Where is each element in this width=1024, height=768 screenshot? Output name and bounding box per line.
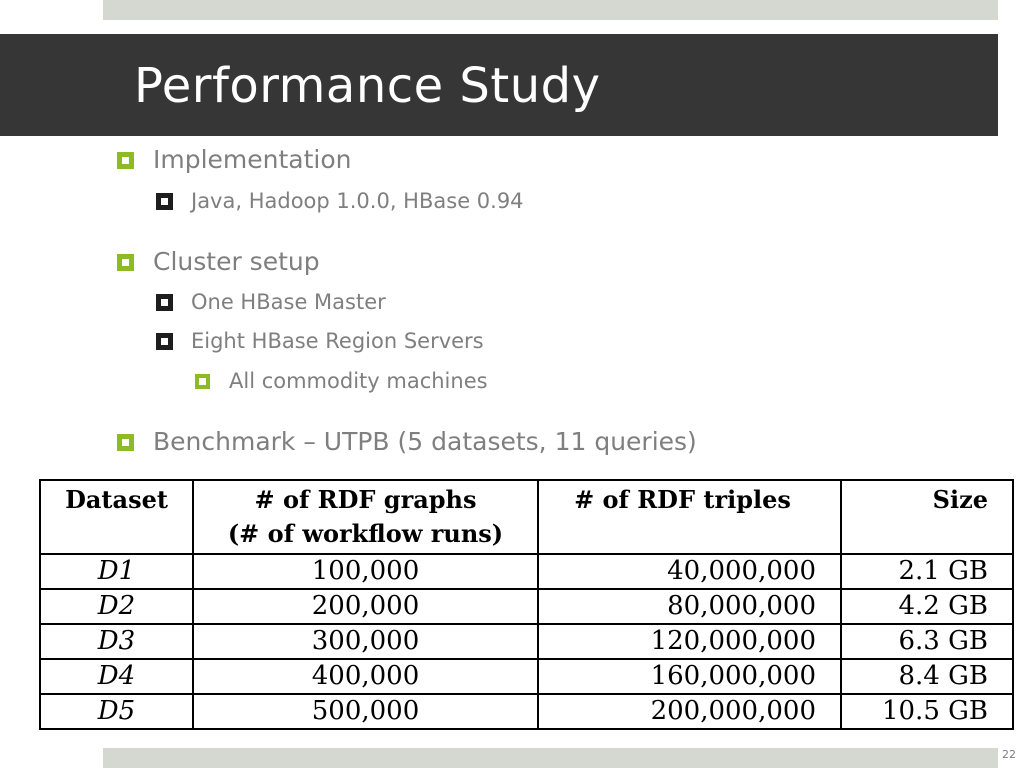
cell-graphs: 500,000 [193,694,538,729]
header-rdf-graphs-line2: (# of workflow runs) [227,519,504,548]
cell-triples: 40,000,000 [538,554,841,589]
bullet-text: One HBase Master [191,290,386,314]
bullet-benchmark [117,427,697,457]
header-rdf-graphs [193,480,538,554]
square-bullet-icon [156,333,173,350]
cell-size: 10.5 GB [841,694,1013,729]
table-row [40,589,1013,624]
bullet-cluster-setup [117,247,320,277]
header-rdf-graphs-line1: # of RDF graphs [254,485,477,514]
cell-triples: 80,000,000 [538,589,841,624]
cell-size: 2.1 GB [841,554,1013,589]
bullet-text: Benchmark – UTPB (5 datasets, 11 queries) [153,427,697,456]
table-row [40,554,1013,589]
cell-graphs: 200,000 [193,589,538,624]
square-bullet-icon [117,152,134,169]
cell-dataset: D3 [40,624,193,659]
slide-title: Performance Study [134,58,601,114]
bullet-text: Eight HBase Region Servers [191,329,484,353]
cell-triples: 160,000,000 [538,659,841,694]
cell-size: 8.4 GB [841,659,1013,694]
square-bullet-icon [156,193,173,210]
header-rdf-triples: # of RDF triples [538,480,841,554]
cell-graphs: 100,000 [193,554,538,589]
cell-triples: 120,000,000 [538,624,841,659]
bullet-hbase-master [156,289,386,315]
square-bullet-icon [117,254,134,271]
bullet-implementation-detail [156,188,524,214]
square-bullet-icon [117,434,134,451]
cell-triples: 200,000,000 [538,694,841,729]
bullet-text: Java, Hadoop 1.0.0, HBase 0.94 [191,189,524,213]
bottom-decor-bar [103,748,998,768]
bullet-commodity-machines [195,368,488,394]
bullet-text: All commodity machines [229,369,488,393]
bullet-region-servers [156,328,484,354]
header-size: Size [841,480,1013,554]
table-row [40,659,1013,694]
cell-graphs: 300,000 [193,624,538,659]
cell-dataset: D5 [40,694,193,729]
top-decor-bar [103,0,998,20]
bullet-text: Cluster setup [153,247,320,276]
header-dataset: Dataset [40,480,193,554]
table-row [40,694,1013,729]
cell-size: 4.2 GB [841,589,1013,624]
cell-size: 6.3 GB [841,624,1013,659]
table-header-row [40,480,1013,554]
dataset-table [39,479,1014,730]
square-bullet-icon [195,374,210,389]
square-bullet-icon [156,294,173,311]
cell-graphs: 400,000 [193,659,538,694]
cell-dataset: D4 [40,659,193,694]
cell-dataset: D1 [40,554,193,589]
bullet-implementation [117,145,352,175]
bullet-text: Implementation [153,145,352,174]
page-number: 22 [1002,748,1016,761]
cell-dataset: D2 [40,589,193,624]
table-row [40,624,1013,659]
